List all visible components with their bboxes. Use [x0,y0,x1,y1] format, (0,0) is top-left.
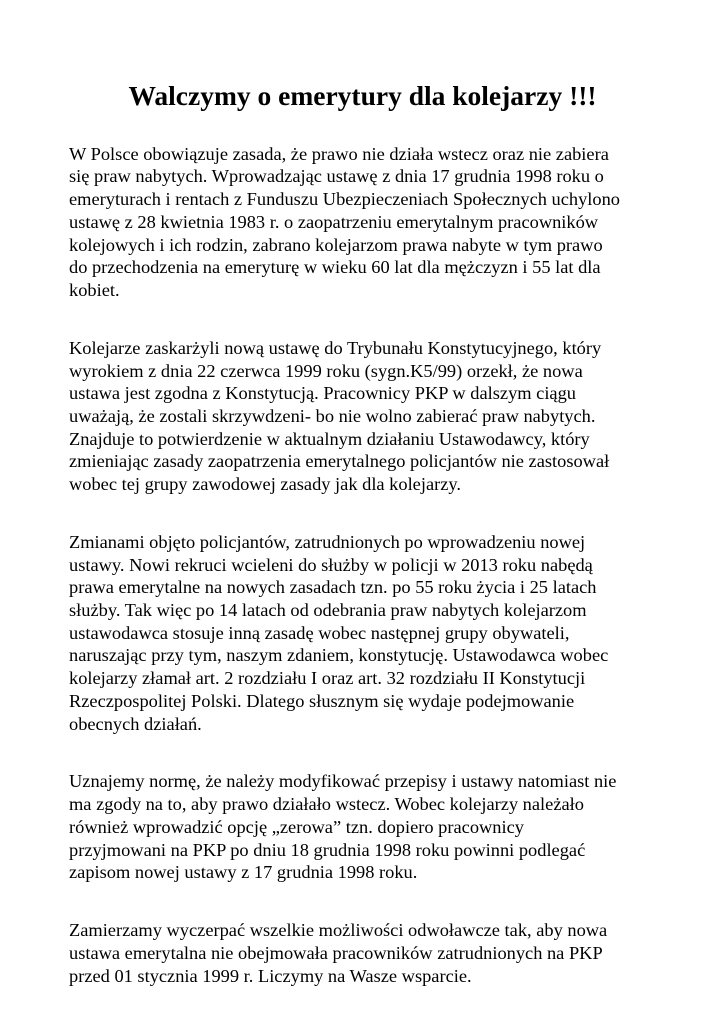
paragraph-1: W Polsce obowiązuje zasada, że prawo nie działa wstecz oraz nie zabiera się praw nabytych. Wprowadzając ustawę z dnia 17 grudnia 1998 roku o emeryturach i rentach z Funduszu Ubezpieczeniach Społecznych uchylono ustawę z 28 kwietnia 1983 r. o zaopatrzeniu emerytalnym pracowników kolejowych i ich rodzin, zabrano kolejarzom prawa nabyte w tym prawo do przechodzenia na emeryturę w wieku 60 lat dla mężczyzn i 55 lat dla kobiet. [69,143,620,300]
document-title: Walczymy o emerytury dla kolejarzy !!! [128,80,597,111]
document-body [69,120,669,1023]
paragraph-3: Zmianami objęto policjantów, zatrudnionych po wprowadzeniu nowej ustawy. Nowi rekruci wcieleni do służby w policji w 2013 roku nabędą prawa emerytalne na nowych zasadach tzn. po 55 roku życia i 25 latach służby. Tak więc po 14 latach od odebrania praw nabytych kolejarzom ustawodawca stosuje inną zasadę wobec następnej grupy obywateli, naruszając przy tym, naszym zdaniem, konstytucję. Ustawodawca wobec kolejarzy złamał art. 2 rozdziału I oraz art. 32 rozdziału II Konstytucji Rzeczpospolitej Polski. Dlatego słusznym się wydaje podejmowanie obecnych działań. [69,531,609,734]
paragraph-4: Uznajemy normę, że należy modyfikować przepisy i ustawy natomiast nie ma zgody na to, aby prawo działało wstecz. Wobec kolejarzy należało również wprowadzić opcję „zerowa” tzn. dopiero pracownicy przyjmowani na PKP po dniu 18 grudnia 1998 roku powinni podlegać zapisom nowej ustawy z 17 grudnia 1998 roku. [69,771,617,883]
paragraph-2: Kolejarze zaskarżyli nową ustawę do Trybunału Konstytucyjnego, który wyrokiem z dnia 22 czerwca 1999 roku (sygn.K5/99) orzekł, że nowa ustawa jest zgodna z Konstytucją. Pracownicy PKP w dalszym ciągu uważają, że zostali skrzywdzeni- bo nie wolno zabierać praw nabytych. Znajduje to potwierdzenie w aktualnym działaniu Ustawodawcy, który zmieniając zasady zaopatrzenia emerytalnego policjantów nie zastosował wobec tej grupy zawodowej zasady jak dla kolejarzy. [69,337,610,495]
paragraph-5: Zamierzamy wyczerpać wszelkie możliwości odwoławcze tak, aby nowa ustawa emerytalna nie obejmowała pracowników zatrudnionych na PKP przed 01 stycznia 1999 r. Liczymy na Wasze wsparcie. [69,920,608,986]
